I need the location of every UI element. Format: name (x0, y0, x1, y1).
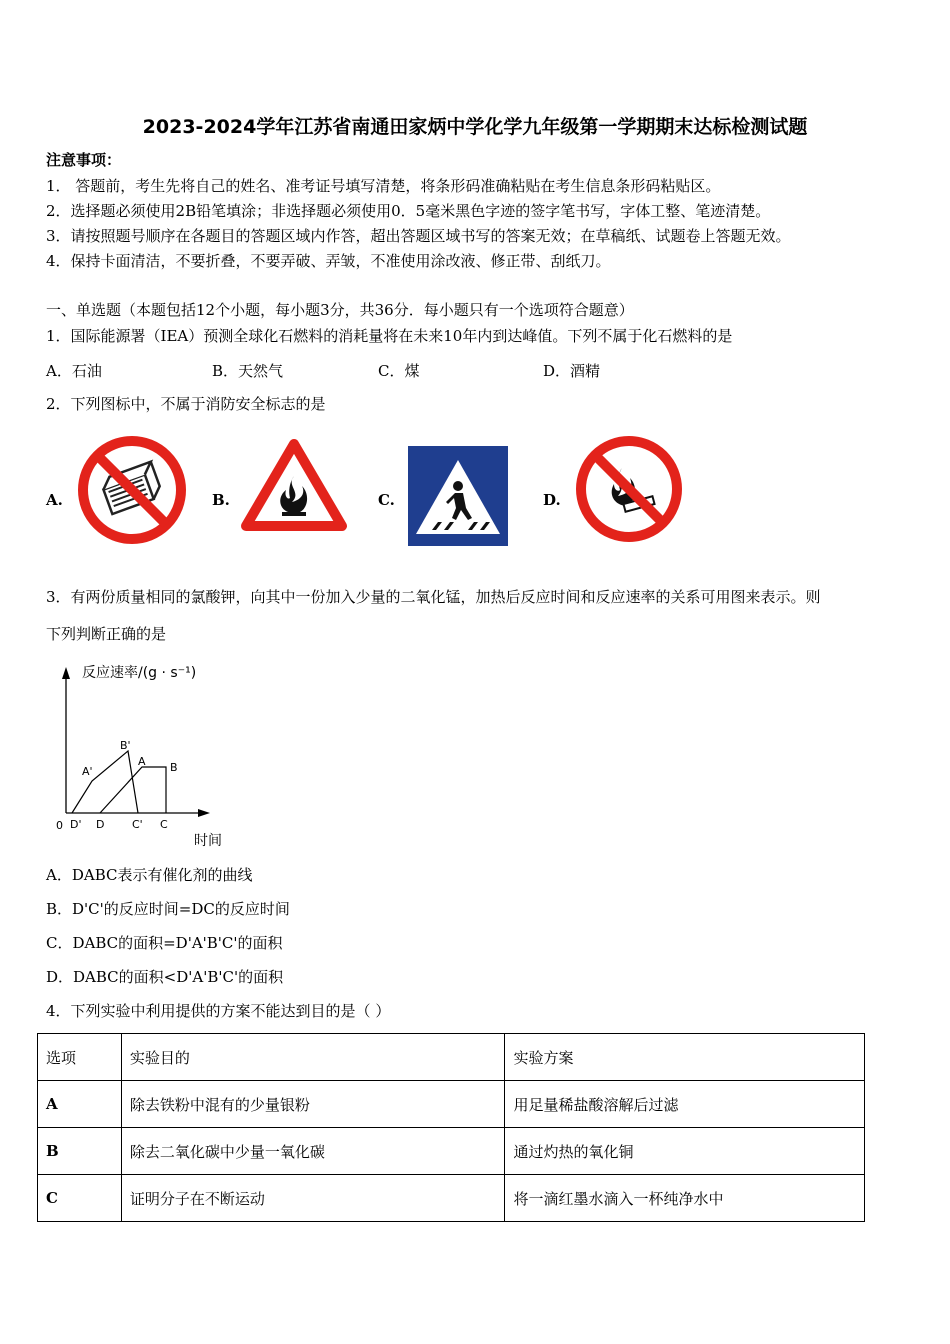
table-cell: 除去二氧化碳中少量一氧化碳 (121, 1128, 505, 1175)
y-axis-arrow (62, 667, 70, 679)
table-cell: A (38, 1081, 122, 1128)
graph-ylabel: 反应速率/(g · s⁻¹) (82, 665, 197, 681)
table-row (38, 1081, 865, 1128)
graph-point: A' (82, 765, 93, 778)
q1-stem: 1．国际能源署（IEA）预测全球化石燃料的消耗量将在未来10年内到达峰值。下列不属于化石燃料的是 (46, 327, 733, 345)
notice-item: 2．选择题必须使用2B铅笔填涂；非选择题必须使用0．5毫米黑色字迹的签字笔书写，字体工整、笔迹清楚。 (46, 202, 771, 220)
table-cell: 通过灼热的氧化铜 (505, 1128, 865, 1175)
q1-option-c: C．煤 (378, 362, 420, 380)
notice-item: 4．保持卡面清洁，不要折叠，不要弄破、弄皱，不准使用涂改液、修正带、刮纸刀。 (46, 252, 611, 270)
table-row (38, 1175, 865, 1222)
notice-item: 3．请按照题号顺序在各题目的答题区域内作答，超出答题区域书写的答案无效；在草稿纸、试题卷上答题无效。 (46, 227, 791, 245)
graph-point: B' (120, 739, 131, 752)
q3-stem-line2: 下列判断正确的是 (46, 625, 167, 643)
graph-xtick: C' (132, 818, 143, 831)
graph-point: B (170, 761, 178, 774)
x-axis-arrow (198, 809, 210, 817)
crosswalk-sign-icon (408, 446, 508, 546)
q2-label-c: C. (378, 491, 395, 509)
table-row (38, 1128, 865, 1175)
q4-stem: 4．下列实验中利用提供的方案不能达到目的是（ ） (46, 1002, 391, 1020)
table-cell: 证明分子在不断运动 (121, 1175, 505, 1222)
graph-point: A (138, 755, 146, 768)
graph-xtick: D' (70, 818, 82, 831)
no-matches-sign-icon (76, 434, 188, 546)
q1-option-b: B．天然气 (212, 362, 284, 380)
table-cell: 将一滴红墨水滴入一杯纯净水中 (505, 1175, 865, 1222)
table-header-cell: 选项 (38, 1034, 122, 1081)
q2-stem: 2．下列图标中，不属于消防安全标志的是 (46, 395, 326, 413)
notice-item: 1． 答题前，考生先将自己的姓名、准考证号填写清楚，将条形码准确粘贴在考生信息条形码粘贴区。 (46, 177, 721, 195)
table-header-cell: 实验目的 (121, 1034, 505, 1081)
page-title: 2023-2024学年江苏省南通田家炳中学化学九年级第一学期期末达标检测试题 (142, 116, 808, 138)
table-cell: C (38, 1175, 122, 1222)
graph-xtick: D (96, 818, 105, 831)
q1-option-d: D．酒精 (543, 362, 601, 380)
q3-option-a: A．DABC表示有催化剂的曲线 (46, 866, 253, 884)
q3-stem-line1: 3．有两份质量相同的氯酸钾，向其中一份加入少量的二氧化锰，加热后反应时间和反应速率的关系可用图来表示。则 (46, 588, 821, 606)
table-header-cell: 实验方案 (505, 1034, 865, 1081)
section-heading: 一、单选题（本题包括12个小题，每小题3分，共36分．每小题只有一个选项符合题意） (46, 301, 634, 319)
flammable-warning-icon (240, 438, 348, 534)
table-header-row (38, 1034, 865, 1081)
q3-option-b: B．D'C'的反应时间=DC的反应时间 (46, 900, 290, 918)
curve-uncatalyzed (100, 767, 166, 813)
q3-option-d: D．DABC的面积<D'A'B'C'的面积 (46, 968, 284, 986)
graph-xlabel: 时间 (194, 833, 222, 849)
q4-table (37, 1033, 865, 1222)
q2-label-a: A. (46, 491, 63, 509)
q3-option-c: C．DABC的面积=D'A'B'C'的面积 (46, 934, 283, 952)
graph-origin: 0 (56, 819, 63, 832)
table-cell: B (38, 1128, 122, 1175)
notice-heading: 注意事项： (46, 151, 122, 169)
q2-label-d: D. (543, 491, 561, 509)
table-cell: 除去铁粉中混有的少量银粉 (121, 1081, 505, 1128)
reaction-rate-graph (50, 655, 250, 855)
q2-label-b: B. (212, 491, 230, 509)
table-cell: 用足量稀盐酸溶解后过滤 (505, 1081, 865, 1128)
no-open-flame-sign-icon (574, 434, 684, 544)
q1-option-a: A．石油 (46, 362, 102, 380)
graph-xtick: C (160, 818, 168, 831)
